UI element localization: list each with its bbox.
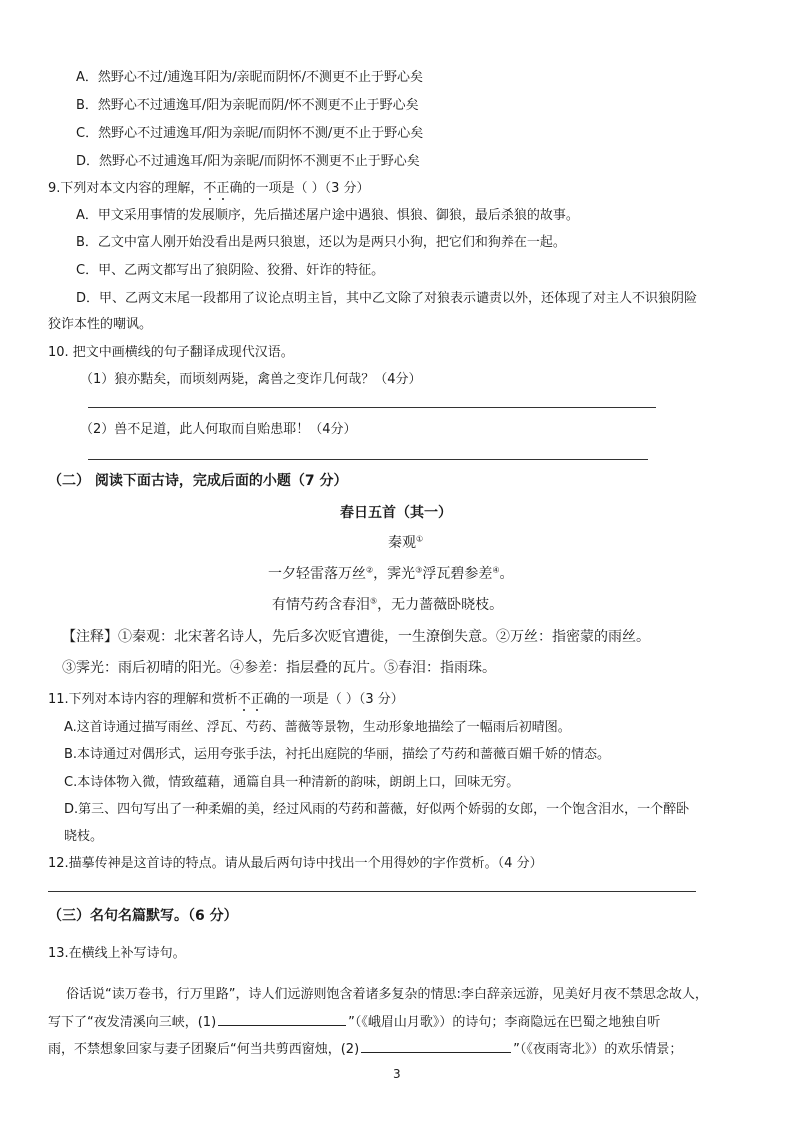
q9-option-d-cont: 狡诈本性的嘲讽。 bbox=[48, 317, 153, 332]
q13-paragraph-line-2 bbox=[48, 1011, 660, 1030]
q13-stem: 13.在横线上补写诗句。 bbox=[48, 946, 186, 961]
q11-option-c: C.本诗体物入微，情致蕴藉，通篇自具一种清新的韵味，朗朗上口，回味无穷。 bbox=[64, 775, 520, 790]
poem-title: 春日五首（其一） bbox=[340, 505, 452, 521]
q8-option-b: B．然野心不过逋逸耳/阳为亲昵而阴/怀不测更不止于野心矣 bbox=[76, 98, 419, 113]
poem-note-1: 【注释】①秦观：北宋著名诗人，先后多次贬官遭徙，一生潦倒失意。②万丝：指密蒙的雨丝。 bbox=[62, 629, 650, 645]
note-marker: ③ bbox=[415, 565, 423, 575]
q11-option-b: B.本诗通过对偶形式，运用夸张手法，衬托出庭院的华丽，描绘了芍药和蔷薇百媚千娇的情态。 bbox=[64, 747, 611, 762]
q10-stem: 10. 把文中画横线的句子翻译成现代汉语。 bbox=[48, 345, 294, 360]
poem-line-1 bbox=[268, 563, 514, 583]
q9-stem-char: 确 bbox=[229, 181, 243, 196]
q9-option-a: A．甲文采用事情的发展顺序，先后描述屠户途中遇狼、惧狼、御狼，最后杀狼的故事。 bbox=[76, 208, 579, 223]
emphasis-dot-char: 正 bbox=[250, 692, 264, 707]
section-3-heading: （三）名句名篇默写。（6 分） bbox=[48, 908, 238, 924]
poem-line-2 bbox=[272, 594, 503, 614]
emphasis-dot-char: 不 bbox=[203, 181, 217, 196]
q9-stem-post: 的一项是（ ）（3 分） bbox=[242, 181, 370, 196]
fill-blank-2[interactable] bbox=[361, 1038, 511, 1053]
poem-text: 有情芍药含春泪 bbox=[272, 597, 370, 613]
q11-option-d-cont: 晓枝。 bbox=[64, 829, 104, 844]
q13-paragraph-line-1: 俗话说“读万卷书，行万里路”，诗人们远游则饱含着诸多复杂的情思:李白辞亲远游，见美好月夜不禁思念故人， bbox=[66, 987, 708, 1002]
note-marker: ① bbox=[416, 534, 424, 544]
poem-text: ，霁光 bbox=[373, 566, 416, 582]
answer-line[interactable] bbox=[88, 407, 656, 408]
q13-text: 雨，不禁想象回家与妻子团聚后“何当共剪西窗烛，(2) bbox=[48, 1042, 360, 1057]
q11-stem-post: 确的一项是（ ）（3 分） bbox=[263, 692, 404, 707]
poem-author-name: 秦观 bbox=[388, 535, 416, 551]
note-marker: ② bbox=[366, 565, 374, 575]
emphasis-dot-char: 不 bbox=[237, 692, 251, 707]
q11-stem bbox=[48, 688, 404, 707]
q13-text: ”（《峨眉山月歌》）的诗句；李商隐远在巴蜀之地独自听 bbox=[348, 1015, 661, 1030]
q8-option-d: D．然野心不过逋逸耳/阳为亲昵/而阴怀不测更不止于野心矣 bbox=[76, 154, 420, 169]
fill-blank-1[interactable] bbox=[218, 1011, 346, 1026]
note-marker: ⑤ bbox=[370, 596, 378, 606]
q13-paragraph-line-3 bbox=[48, 1038, 682, 1057]
q8-option-c: C．然野心不过逋逸耳/阳为亲昵/而阴怀不测/更不止于野心矣 bbox=[76, 126, 424, 141]
q9-option-d: D．甲、乙两文末尾一段都用了议论点明主旨，其中乙文除了对狼表示谴责以外，还体现了对主人不识狼阴险 bbox=[76, 291, 698, 306]
q9-stem bbox=[48, 177, 370, 196]
q8-option-a: A．然野心不过/逋逸耳阳为/亲昵而阴怀/不测更不止于野心矣 bbox=[76, 70, 424, 85]
q11-option-a: A.这首诗通过描写雨丝、浮瓦、芍药、蔷薇等景物，生动形象地描绘了一幅雨后初晴图。 bbox=[64, 720, 571, 735]
q11-stem-pre: 11.下列对本诗内容的理解和赏析 bbox=[48, 692, 238, 707]
poem-text: 。 bbox=[499, 566, 514, 582]
section-2-heading: （二） 阅读下面古诗，完成后面的小题（7 分） bbox=[48, 473, 348, 489]
poem-text: 浮瓦碧参差 bbox=[422, 566, 493, 582]
q13-text: 写下了“夜发清溪向三峡，(1) bbox=[48, 1015, 217, 1030]
q10-item-1: （1）狼亦黠矣，而顷刻两毙，禽兽之变诈几何哉？（4分） bbox=[80, 372, 422, 387]
q12-stem: 12.描摹传神是这首诗的特点。请从最后两句诗中找出一个用得妙的字作赏析。（4 分） bbox=[48, 856, 543, 871]
q9-option-c: C．甲、乙两文都写出了狼阴险、狡猾、奸诈的特征。 bbox=[76, 263, 385, 278]
poem-author bbox=[388, 532, 423, 552]
q11-option-d: D.第三、四句写出了一种柔媚的美，经过风雨的芍药和蔷薇，好似两个娇弱的女郎，一个饱含泪水，一个醉卧 bbox=[64, 802, 690, 817]
poem-text: 一夕轻雷落万丝 bbox=[268, 566, 366, 582]
note-marker: ④ bbox=[492, 565, 500, 575]
q13-text: ”（《夜雨寄北》）的欢乐情景； bbox=[513, 1042, 683, 1057]
q9-option-b: B．乙文中富人刚开始没看出是两只狼崽，还以为是两只小狗，把它们和狗养在一起。 bbox=[76, 235, 566, 250]
q10-item-2: （2）兽不足道，此人何取而自贻患耶！（4分） bbox=[80, 422, 357, 437]
answer-line[interactable] bbox=[88, 459, 648, 460]
poem-note-2: ③霁光：雨后初晴的阳光。④参差：指层叠的瓦片。⑤春泪：指雨珠。 bbox=[62, 660, 496, 676]
q9-stem-pre: 9.下列对本文内容的理解， bbox=[48, 181, 204, 196]
emphasis-dot-char: 正 bbox=[216, 181, 230, 196]
poem-text: ，无力蔷薇卧晓枝。 bbox=[377, 597, 504, 613]
answer-line[interactable] bbox=[48, 891, 696, 892]
page-number: 3 bbox=[393, 1067, 401, 1081]
